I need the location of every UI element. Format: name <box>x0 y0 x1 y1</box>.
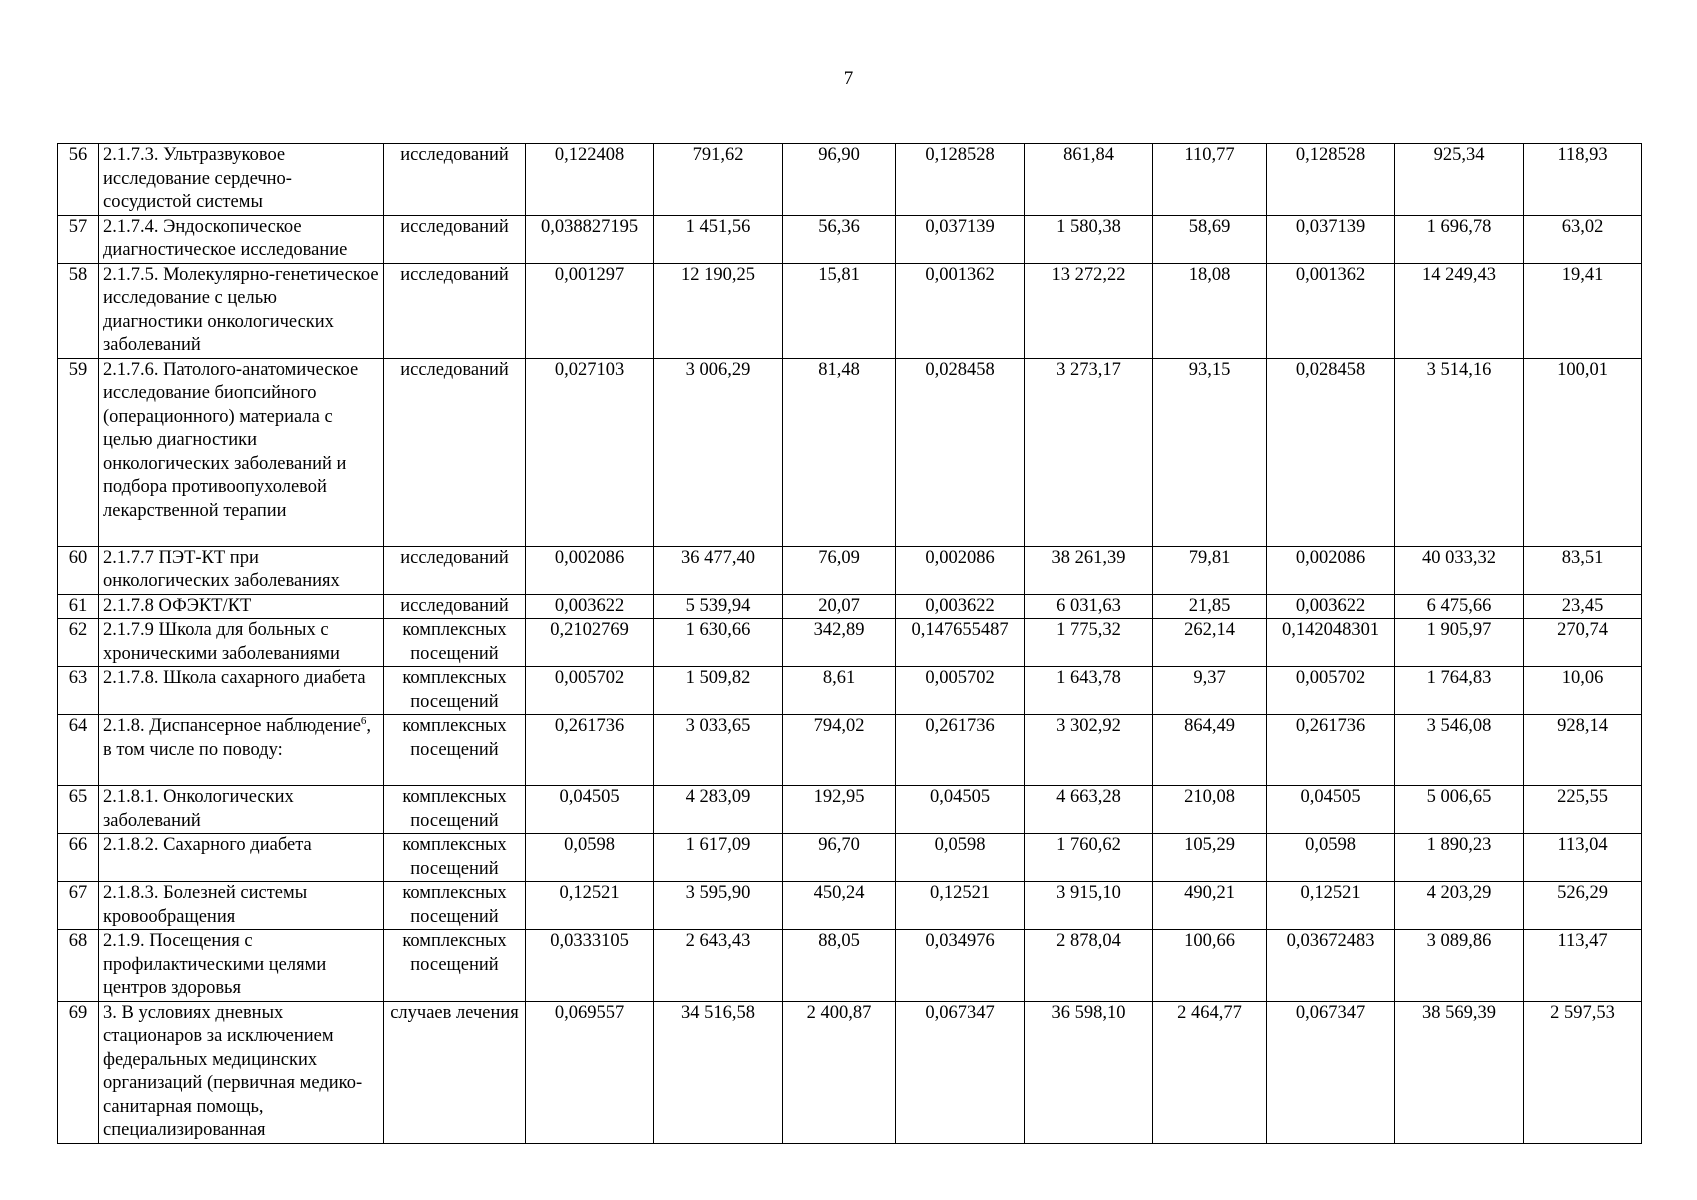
value-cell: 3 915,10 <box>1025 882 1153 930</box>
value-cell: 76,09 <box>783 546 896 594</box>
value-cell: 88,05 <box>783 930 896 1002</box>
service-name: 3. В условиях дневных стационаров за исключением федеральных медицинских организаций (первичная медико-санитарная помощь, специализированная <box>99 1001 384 1143</box>
value-cell: 0,142048301 <box>1267 619 1395 667</box>
value-cell: 93,15 <box>1153 358 1267 546</box>
value-cell: 96,70 <box>783 834 896 882</box>
value-cell: 0,003622 <box>1267 594 1395 619</box>
row-number: 68 <box>58 930 99 1002</box>
value-cell: 490,21 <box>1153 882 1267 930</box>
service-name: 2.1.7.8 ОФЭКТ/КТ <box>99 594 384 619</box>
value-cell: 1 696,78 <box>1395 215 1524 263</box>
value-cell: 2 643,43 <box>654 930 783 1002</box>
value-cell: 105,29 <box>1153 834 1267 882</box>
value-cell: 0,005702 <box>896 667 1025 715</box>
value-cell: 0,261736 <box>896 715 1025 786</box>
value-cell: 0,12521 <box>1267 882 1395 930</box>
value-cell: 3 273,17 <box>1025 358 1153 546</box>
value-cell: 6 475,66 <box>1395 594 1524 619</box>
value-cell: 1 580,38 <box>1025 215 1153 263</box>
service-name <box>99 715 384 786</box>
value-cell: 58,69 <box>1153 215 1267 263</box>
unit-cell: исследований <box>384 144 526 216</box>
value-cell: 0,003622 <box>526 594 654 619</box>
value-cell: 1 775,32 <box>1025 619 1153 667</box>
value-cell: 0,067347 <box>896 1001 1025 1143</box>
value-cell: 270,74 <box>1524 619 1642 667</box>
value-cell: 0,147655487 <box>896 619 1025 667</box>
value-cell: 0,0598 <box>1267 834 1395 882</box>
value-cell: 0,028458 <box>896 358 1025 546</box>
value-cell: 526,29 <box>1524 882 1642 930</box>
service-name-line: в том числе по поводу: <box>103 739 283 760</box>
service-name: 2.1.7.7 ПЭТ-КТ при онкологических заболеваниях <box>99 546 384 594</box>
table-row <box>58 594 1642 619</box>
value-cell: 4 663,28 <box>1025 786 1153 834</box>
unit-cell: комплексных посещений <box>384 786 526 834</box>
unit-cell: комплексных посещений <box>384 667 526 715</box>
value-cell: 0,005702 <box>526 667 654 715</box>
value-cell: 1 630,66 <box>654 619 783 667</box>
value-cell: 0,122408 <box>526 144 654 216</box>
value-cell: 36 477,40 <box>654 546 783 594</box>
value-cell: 0,037139 <box>896 215 1025 263</box>
table-row <box>58 715 1642 786</box>
unit-cell: исследований <box>384 546 526 594</box>
footnote-marker: 6 <box>360 714 367 727</box>
value-cell: 14 249,43 <box>1395 263 1524 358</box>
row-number: 69 <box>58 1001 99 1143</box>
value-cell: 0,261736 <box>1267 715 1395 786</box>
value-cell: 928,14 <box>1524 715 1642 786</box>
value-cell: 0,04505 <box>896 786 1025 834</box>
service-name: 2.1.7.5. Молекулярно-генетическое исследование с целью диагностики онкологических заболеваний <box>99 263 384 358</box>
value-cell: 0,0333105 <box>526 930 654 1002</box>
page-number: 7 <box>843 68 854 89</box>
service-name: 2.1.8.1. Онкологических заболеваний <box>99 786 384 834</box>
table-row <box>58 358 1642 546</box>
service-name: 2.1.7.6. Патолого-анатомическое исследование биопсийного (операционного) материала с целью диагностики онкологических заболеваний и подбора противоопухолевой лекарственной терапии <box>99 358 384 546</box>
table-row <box>58 144 1642 216</box>
value-cell: 8,61 <box>783 667 896 715</box>
value-cell: 1 905,97 <box>1395 619 1524 667</box>
value-cell: 20,07 <box>783 594 896 619</box>
value-cell: 1 890,23 <box>1395 834 1524 882</box>
value-cell: 0,03672483 <box>1267 930 1395 1002</box>
value-cell: 0,001362 <box>896 263 1025 358</box>
value-cell: 861,84 <box>1025 144 1153 216</box>
value-cell: 2 878,04 <box>1025 930 1153 1002</box>
value-cell: 791,62 <box>654 144 783 216</box>
unit-cell: комплексных посещений <box>384 882 526 930</box>
row-number: 61 <box>58 594 99 619</box>
value-cell: 5 539,94 <box>654 594 783 619</box>
value-cell: 13 272,22 <box>1025 263 1153 358</box>
value-cell: 113,47 <box>1524 930 1642 1002</box>
table-row <box>58 930 1642 1002</box>
value-cell: 794,02 <box>783 715 896 786</box>
value-cell: 56,36 <box>783 215 896 263</box>
row-number: 65 <box>58 786 99 834</box>
table-row <box>58 215 1642 263</box>
value-cell: 1 760,62 <box>1025 834 1153 882</box>
value-cell: 262,14 <box>1153 619 1267 667</box>
value-cell: 210,08 <box>1153 786 1267 834</box>
value-cell: 1 617,09 <box>654 834 783 882</box>
service-name: 2.1.7.4. Эндоскопическое диагностическое исследование <box>99 215 384 263</box>
value-cell: 0,12521 <box>526 882 654 930</box>
unit-cell: случаев лечения <box>384 1001 526 1143</box>
value-cell: 79,81 <box>1153 546 1267 594</box>
value-cell: 34 516,58 <box>654 1001 783 1143</box>
unit-cell: комплексных посещений <box>384 834 526 882</box>
service-name-punct: , <box>366 716 372 736</box>
value-cell: 0,002086 <box>1267 546 1395 594</box>
value-cell: 19,41 <box>1524 263 1642 358</box>
unit-cell: исследований <box>384 358 526 546</box>
unit-cell: комплексных посещений <box>384 619 526 667</box>
table-row <box>58 546 1642 594</box>
value-cell: 925,34 <box>1395 144 1524 216</box>
service-name: 2.1.9. Посещения с профилактическими целями центров здоровья <box>99 930 384 1002</box>
value-cell: 0,002086 <box>526 546 654 594</box>
value-cell: 0,027103 <box>526 358 654 546</box>
value-cell: 10,06 <box>1524 667 1642 715</box>
value-cell: 0,04505 <box>526 786 654 834</box>
row-number: 62 <box>58 619 99 667</box>
value-cell: 0,038827195 <box>526 215 654 263</box>
row-number: 60 <box>58 546 99 594</box>
value-cell: 864,49 <box>1153 715 1267 786</box>
value-cell: 0,12521 <box>896 882 1025 930</box>
value-cell: 36 598,10 <box>1025 1001 1153 1143</box>
value-cell: 0,04505 <box>1267 786 1395 834</box>
value-cell: 450,24 <box>783 882 896 930</box>
value-cell: 1 764,83 <box>1395 667 1524 715</box>
value-cell: 81,48 <box>783 358 896 546</box>
value-cell: 6 031,63 <box>1025 594 1153 619</box>
value-cell: 0,0598 <box>526 834 654 882</box>
value-cell: 2 597,53 <box>1524 1001 1642 1143</box>
table-row <box>58 1001 1642 1143</box>
value-cell: 38 569,39 <box>1395 1001 1524 1143</box>
value-cell: 12 190,25 <box>654 263 783 358</box>
row-number: 64 <box>58 715 99 786</box>
value-cell: 40 033,32 <box>1395 546 1524 594</box>
value-cell: 83,51 <box>1524 546 1642 594</box>
value-cell: 0,128528 <box>1267 144 1395 216</box>
value-cell: 0,002086 <box>896 546 1025 594</box>
value-cell: 3 006,29 <box>654 358 783 546</box>
value-cell: 1 643,78 <box>1025 667 1153 715</box>
table-row <box>58 667 1642 715</box>
row-number: 58 <box>58 263 99 358</box>
value-cell: 192,95 <box>783 786 896 834</box>
value-cell: 1 509,82 <box>654 667 783 715</box>
value-cell: 5 006,65 <box>1395 786 1524 834</box>
value-cell: 3 033,65 <box>654 715 783 786</box>
value-cell: 0,069557 <box>526 1001 654 1143</box>
unit-cell: исследований <box>384 594 526 619</box>
value-cell: 38 261,39 <box>1025 546 1153 594</box>
value-cell: 4 283,09 <box>654 786 783 834</box>
table-row <box>58 786 1642 834</box>
value-cell: 23,45 <box>1524 594 1642 619</box>
value-cell: 118,93 <box>1524 144 1642 216</box>
value-cell: 0,005702 <box>1267 667 1395 715</box>
value-cell: 0,001297 <box>526 263 654 358</box>
value-cell: 4 203,29 <box>1395 882 1524 930</box>
value-cell: 110,77 <box>1153 144 1267 216</box>
value-cell: 3 089,86 <box>1395 930 1524 1002</box>
data-table <box>57 143 1642 1144</box>
row-number: 67 <box>58 882 99 930</box>
service-name-line: 2.1.8. Диспансерное наблюдение <box>103 716 361 736</box>
value-cell: 3 546,08 <box>1395 715 1524 786</box>
row-number: 59 <box>58 358 99 546</box>
service-name: 2.1.7.3. Ультразвуковое исследование сердечно-сосудистой системы <box>99 144 384 216</box>
table-row <box>58 834 1642 882</box>
value-cell: 0,034976 <box>896 930 1025 1002</box>
value-cell: 3 302,92 <box>1025 715 1153 786</box>
value-cell: 0,067347 <box>1267 1001 1395 1143</box>
value-cell: 0,001362 <box>1267 263 1395 358</box>
row-number: 63 <box>58 667 99 715</box>
value-cell: 15,81 <box>783 263 896 358</box>
value-cell: 100,01 <box>1524 358 1642 546</box>
value-cell: 63,02 <box>1524 215 1642 263</box>
row-number: 57 <box>58 215 99 263</box>
value-cell: 100,66 <box>1153 930 1267 1002</box>
service-name: 2.1.7.9 Школа для больных с хроническими заболеваниями <box>99 619 384 667</box>
value-cell: 2 464,77 <box>1153 1001 1267 1143</box>
value-cell: 0,2102769 <box>526 619 654 667</box>
table-body <box>58 144 1642 1144</box>
value-cell: 3 595,90 <box>654 882 783 930</box>
value-cell: 2 400,87 <box>783 1001 896 1143</box>
value-cell: 225,55 <box>1524 786 1642 834</box>
value-cell: 96,90 <box>783 144 896 216</box>
unit-cell: исследований <box>384 263 526 358</box>
table-row <box>58 882 1642 930</box>
row-number: 56 <box>58 144 99 216</box>
value-cell: 0,028458 <box>1267 358 1395 546</box>
table-row <box>58 263 1642 358</box>
service-name: 2.1.8.3. Болезней системы кровообращения <box>99 882 384 930</box>
value-cell: 0,261736 <box>526 715 654 786</box>
value-cell: 113,04 <box>1524 834 1642 882</box>
value-cell: 1 451,56 <box>654 215 783 263</box>
value-cell: 0,003622 <box>896 594 1025 619</box>
service-name: 2.1.7.8. Школа сахарного диабета <box>99 667 384 715</box>
value-cell: 342,89 <box>783 619 896 667</box>
service-name: 2.1.8.2. Сахарного диабета <box>99 834 384 882</box>
unit-cell: комплексных посещений <box>384 930 526 1002</box>
unit-cell: исследований <box>384 215 526 263</box>
value-cell: 3 514,16 <box>1395 358 1524 546</box>
table-row <box>58 619 1642 667</box>
value-cell: 21,85 <box>1153 594 1267 619</box>
value-cell: 0,037139 <box>1267 215 1395 263</box>
row-number: 66 <box>58 834 99 882</box>
value-cell: 0,128528 <box>896 144 1025 216</box>
unit-cell: комплексных посещений <box>384 715 526 786</box>
value-cell: 0,0598 <box>896 834 1025 882</box>
value-cell: 9,37 <box>1153 667 1267 715</box>
value-cell: 18,08 <box>1153 263 1267 358</box>
